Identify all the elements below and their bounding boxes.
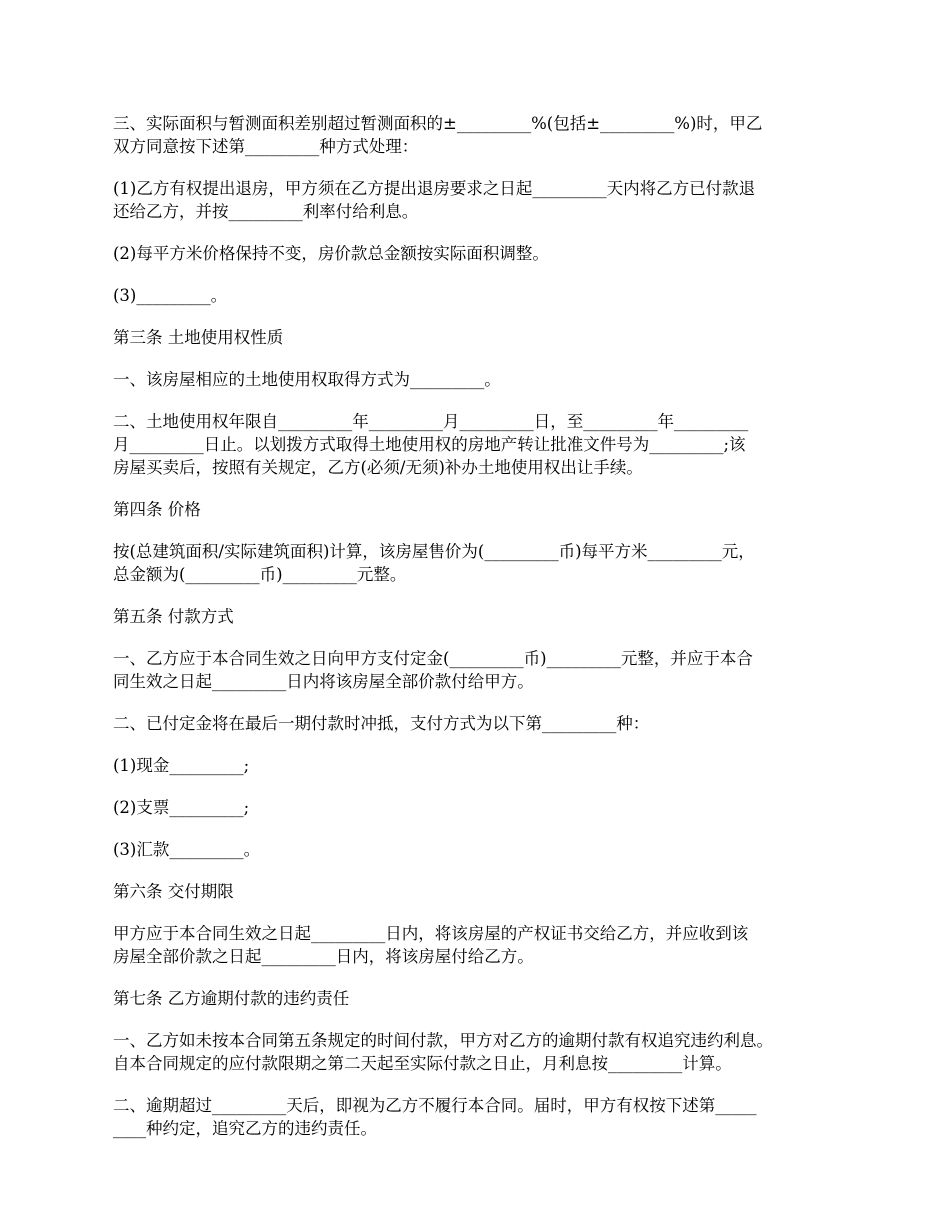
section-heading <box>113 498 873 521</box>
paragraph <box>113 712 873 735</box>
paragraph <box>113 112 873 158</box>
text-line: 房屋买卖后，按照有关规定，乙方(必须/无须)补办土地使用权出让手续。 <box>113 458 643 477</box>
text-line: 按(总建筑面积/实际建筑面积)计算，该房屋售价为(_________币)每平方米_________元， <box>113 542 755 561</box>
text-line: (2)每平方米价格保持不变，房价款总金额按实际面积调整。 <box>113 244 549 263</box>
text-line: 二、土地使用权年限自_________年_________月_________日，至_________年_________ <box>113 412 749 431</box>
paragraph <box>113 647 873 693</box>
paragraph <box>113 1029 873 1075</box>
text-line: 第五条 付款方式 <box>113 607 234 626</box>
document-page <box>113 112 873 1159</box>
paragraph <box>113 754 873 777</box>
paragraph <box>113 368 873 391</box>
text-line: 双方同意按下述第_________种方式处理： <box>113 137 419 156</box>
text-line: 月_________日止。以划拨方式取得土地使用权的房地产转让批准文件号为_________;该 <box>113 435 746 454</box>
text-line: 第四条 价格 <box>113 500 201 519</box>
text-line: (2)支票_________; <box>113 798 250 817</box>
text-line: 还给乙方，并按_________利率付给利息。 <box>113 202 419 221</box>
text-line: (1)现金_________; <box>113 756 250 775</box>
text-line: ____种约定，追究乙方的违约责任。 <box>113 1119 377 1138</box>
section-heading <box>113 605 873 628</box>
text-line: 三、实际面积与暂测面积差别超过暂测面积的±_________%(包括±_________%)时，甲乙 <box>113 114 763 133</box>
paragraph <box>113 242 873 265</box>
section-heading <box>113 880 873 903</box>
text-line: 自本合同规定的应付款限期之第二天起至实际付款之日止，月利息按_________计算。 <box>113 1054 732 1073</box>
text-line: 房屋全部价款之日起_________日内，将该房屋付给乙方。 <box>113 947 534 966</box>
text-line: (3)_________。 <box>113 286 228 305</box>
paragraph <box>113 922 873 968</box>
text-line: 同生效之日起_________日内将该房屋全部价款付给甲方。 <box>113 672 534 691</box>
paragraph <box>113 1094 873 1140</box>
text-line: 一、乙方应于本合同生效之日向甲方支付定金(_________币)_________元整，并应于本合 <box>113 649 753 668</box>
text-line: (3)汇款_________。 <box>113 840 261 859</box>
paragraph <box>113 838 873 861</box>
text-line: 第七条 乙方逾期付款的违约责任 <box>113 989 350 1008</box>
text-line: 一、乙方如未按本合同第五条规定的时间付款，甲方对乙方的逾期付款有权追究违约利息。 <box>113 1031 773 1050</box>
text-line: 一、该房屋相应的土地使用权取得方式为_________。 <box>113 370 501 389</box>
text-line: 第六条 交付期限 <box>113 882 234 901</box>
text-line: 二、已付定金将在最后一期付款时冲抵，支付方式为以下第_________种： <box>113 714 650 733</box>
section-heading <box>113 326 873 349</box>
text-line: 第三条 土地使用权性质 <box>113 328 284 347</box>
text-line: 二、逾期超过_________天后，即视为乙方不履行本合同。届时，甲方有权按下述第_____ <box>113 1096 757 1115</box>
paragraph <box>113 284 873 307</box>
paragraph <box>113 177 873 223</box>
text-line: 甲方应于本合同生效之日起_________日内，将该房屋的产权证书交给乙方，并应收到该 <box>113 924 749 943</box>
section-heading <box>113 987 873 1010</box>
text-line: 总金额为(_________币)_________元整。 <box>113 565 407 584</box>
paragraph <box>113 540 873 586</box>
text-line: (1)乙方有权提出退房，甲方须在乙方提出退房要求之日起_________天内将乙方已付款退 <box>113 179 756 198</box>
paragraph <box>113 410 873 479</box>
paragraph <box>113 796 873 819</box>
